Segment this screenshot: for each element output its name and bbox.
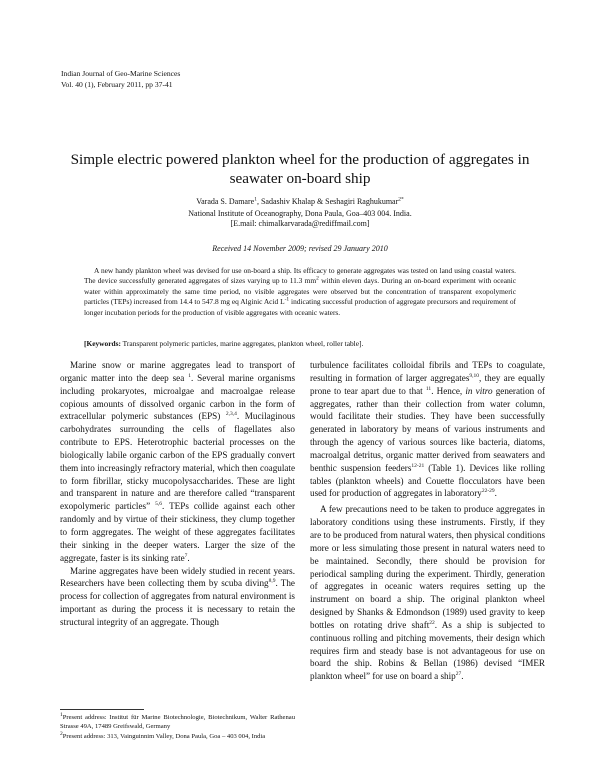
text-run: . As a ship is subjected to continuous rolling and pitching movements, their design which requires firm and steady base is not advantageous for use on board the ship. Robins & Bellan (1986) devised “IMER plankton wheel” for use on board a ship	[310, 619, 545, 682]
citation: 7	[184, 552, 188, 559]
text-run: , they are equally prone to tear apart due to that	[310, 372, 545, 396]
footnote-text: Present address: Institut für Marine Biotechnologie, Biotechnikum, Walter Rathenau Strasse 49A, 17489 Greifswald, Germany	[60, 714, 295, 731]
paragraph	[310, 503, 545, 683]
keywords	[84, 339, 516, 349]
paragraph	[310, 359, 545, 500]
footnote-text: Present address: 313, Vainguinnim Valley, Dona Paula, Goa – 403 004, India	[62, 732, 266, 740]
text-run: . Hence,	[431, 385, 466, 396]
citation: 27	[455, 671, 462, 678]
text-run: . Mucilaginous carbohydrates surrounding the cells of flagellates also contribute to EPS. Heterotrophic bacterial processes on the biologically labile organic carbon of the EPS gradually convert them into increasingly refractory material, which then coagulate to form fibrillar, sticky mucopolysaccharides. These are light and transparent in nature and are therefore called “transparent exopolymeric particles”	[60, 411, 295, 512]
text-run: A few precautions need to be taken to produce aggregates in laboratory conditions using these instruments. Firstly, if they are to be produced from natural waters, then physical conditions more or less simulating those present in natural waters need to be maintained. Secondly, there should be provision for periodical sampling during the experiment. Thirdly, generation of aggregates in oceanic waters requires setting up the instrument on board a ship. The original plankton wheel designed by Shanks & Edmondson (1989) used gravity to keep bottles on rotating drive shaft	[310, 504, 545, 630]
text-run: .	[187, 552, 190, 563]
text-run: generation of aggregates, rather than their collection from water column, would facilitate their studies. They have been successfully generated in laboratory by means of various instruments and through the agency of various sources like bacteria, diatoms, macroalgal detritus, organic matter derived from seawaters and benthic suspension feeders	[310, 385, 545, 473]
citation: 12-21	[411, 462, 425, 469]
author-marker: 1	[254, 196, 257, 203]
text-run: .	[461, 671, 464, 682]
right-column	[310, 359, 545, 683]
citation: 2,3,4	[225, 411, 237, 418]
citation: 22-29	[481, 488, 495, 495]
author-list	[60, 197, 540, 208]
citation: 1	[188, 372, 191, 379]
affiliation: National Institute of Oceanography, Dona Paula, Goa–403 004. India.	[188, 208, 412, 218]
keywords-text: Transparent polymeric particles, marine aggregates, plankton wheel, roller table].	[120, 339, 364, 348]
footnote-marker: 1	[60, 711, 63, 718]
journal-name: Indian Journal of Geo-Marine Sciences	[61, 69, 181, 78]
superscript: 2	[316, 275, 319, 282]
footnotes	[60, 713, 295, 741]
abstract-text: indicating successful production of aggregate precursors and requirement of longer incubation periods for the production of visible aggregates with oceanic waters.	[84, 297, 517, 317]
footnote-2	[60, 732, 295, 741]
received-dates: Received 14 November 2009; revised 29 January 2010	[212, 244, 388, 253]
author-block	[60, 197, 540, 230]
abstract-text: A new handy plankton wheel was devised for use on-board a ship. Its efficacy to generate aggregates was tested on land using coastal waters. The device successfully generated aggregates of sizes varying up to 11.3 mm	[84, 266, 516, 286]
paper-title: Simple electric powered plankton wheel for the production of aggregates in seawater on-board ship	[70, 151, 530, 187]
italic-term: in vitro	[465, 385, 493, 396]
text-run: . The process for collection of aggregates from natural environment is important as during the process it is necessary to retain the structural integrity of an aggregate. Though	[60, 578, 295, 627]
paragraph	[60, 359, 295, 565]
citation: 22	[429, 619, 435, 626]
contact-email: [E.mail: chimalkarvarada@rediffmail.com]	[230, 219, 370, 228]
text-run: turbulence facilitates colloidal fibrils and TEPs to coagulate, resulting in formation of larger aggregates	[310, 360, 545, 383]
left-column	[60, 359, 295, 629]
citation: 11	[425, 385, 432, 392]
text-run: (Table 1). Devices like rolling tables (plankton wheels) and Couette flocculators have been used for production of aggregates in laboratory	[310, 462, 545, 499]
footnote-1	[60, 713, 295, 732]
text-run: . Several marine organisms including prokaryotes, microalgae and macroalgae release copious amounts of dissolved organic carbon in the form of extracellular polymeric substances (EPS)	[60, 372, 295, 422]
author-name: , Sadashiv Khalap & Seshagiri Raghukumar	[256, 197, 399, 206]
author-marker: 2*	[398, 196, 404, 203]
superscript: -1	[284, 296, 290, 303]
footnote-marker: 2	[60, 730, 63, 737]
journal-issue: Vol. 40 (1), February 2011, pp 37-41	[61, 79, 173, 89]
journal-header	[61, 69, 180, 90]
text-run: .	[494, 488, 497, 499]
footnote-divider	[60, 709, 144, 710]
text-run: Marine snow or marine aggregates lead to transport of organic matter into the deep sea	[60, 360, 295, 383]
citation: 8,9	[268, 578, 276, 585]
abstract	[84, 266, 516, 318]
text-run: Marine aggregates have been widely studied in recent years. Researchers have been collecting them by scuba diving	[60, 565, 295, 589]
text-run: . TEPs collide against each other randomly and by virtue of their stickiness, they clump together to form aggregates. The weight of these aggregates facilitates their sinking in the deeper waters. Larger the size of the aggregate, faster is its sinking rate	[60, 501, 295, 563]
author-name: Varada S. Damare	[196, 197, 255, 206]
keywords-label: [Keywords:	[84, 339, 121, 348]
citation: 5,6	[155, 501, 162, 508]
paragraph	[60, 565, 295, 629]
abstract-text: within eleven days. During an on-board experiment with oceanic water within approximately the same time period, no visible aggregates were observed but the concentration of transparent exopolymeric particles (TEPs) increased from 14.4 to 547.8 mg eq Alginic Acid L	[84, 276, 516, 307]
citation: 9,10	[469, 372, 480, 379]
